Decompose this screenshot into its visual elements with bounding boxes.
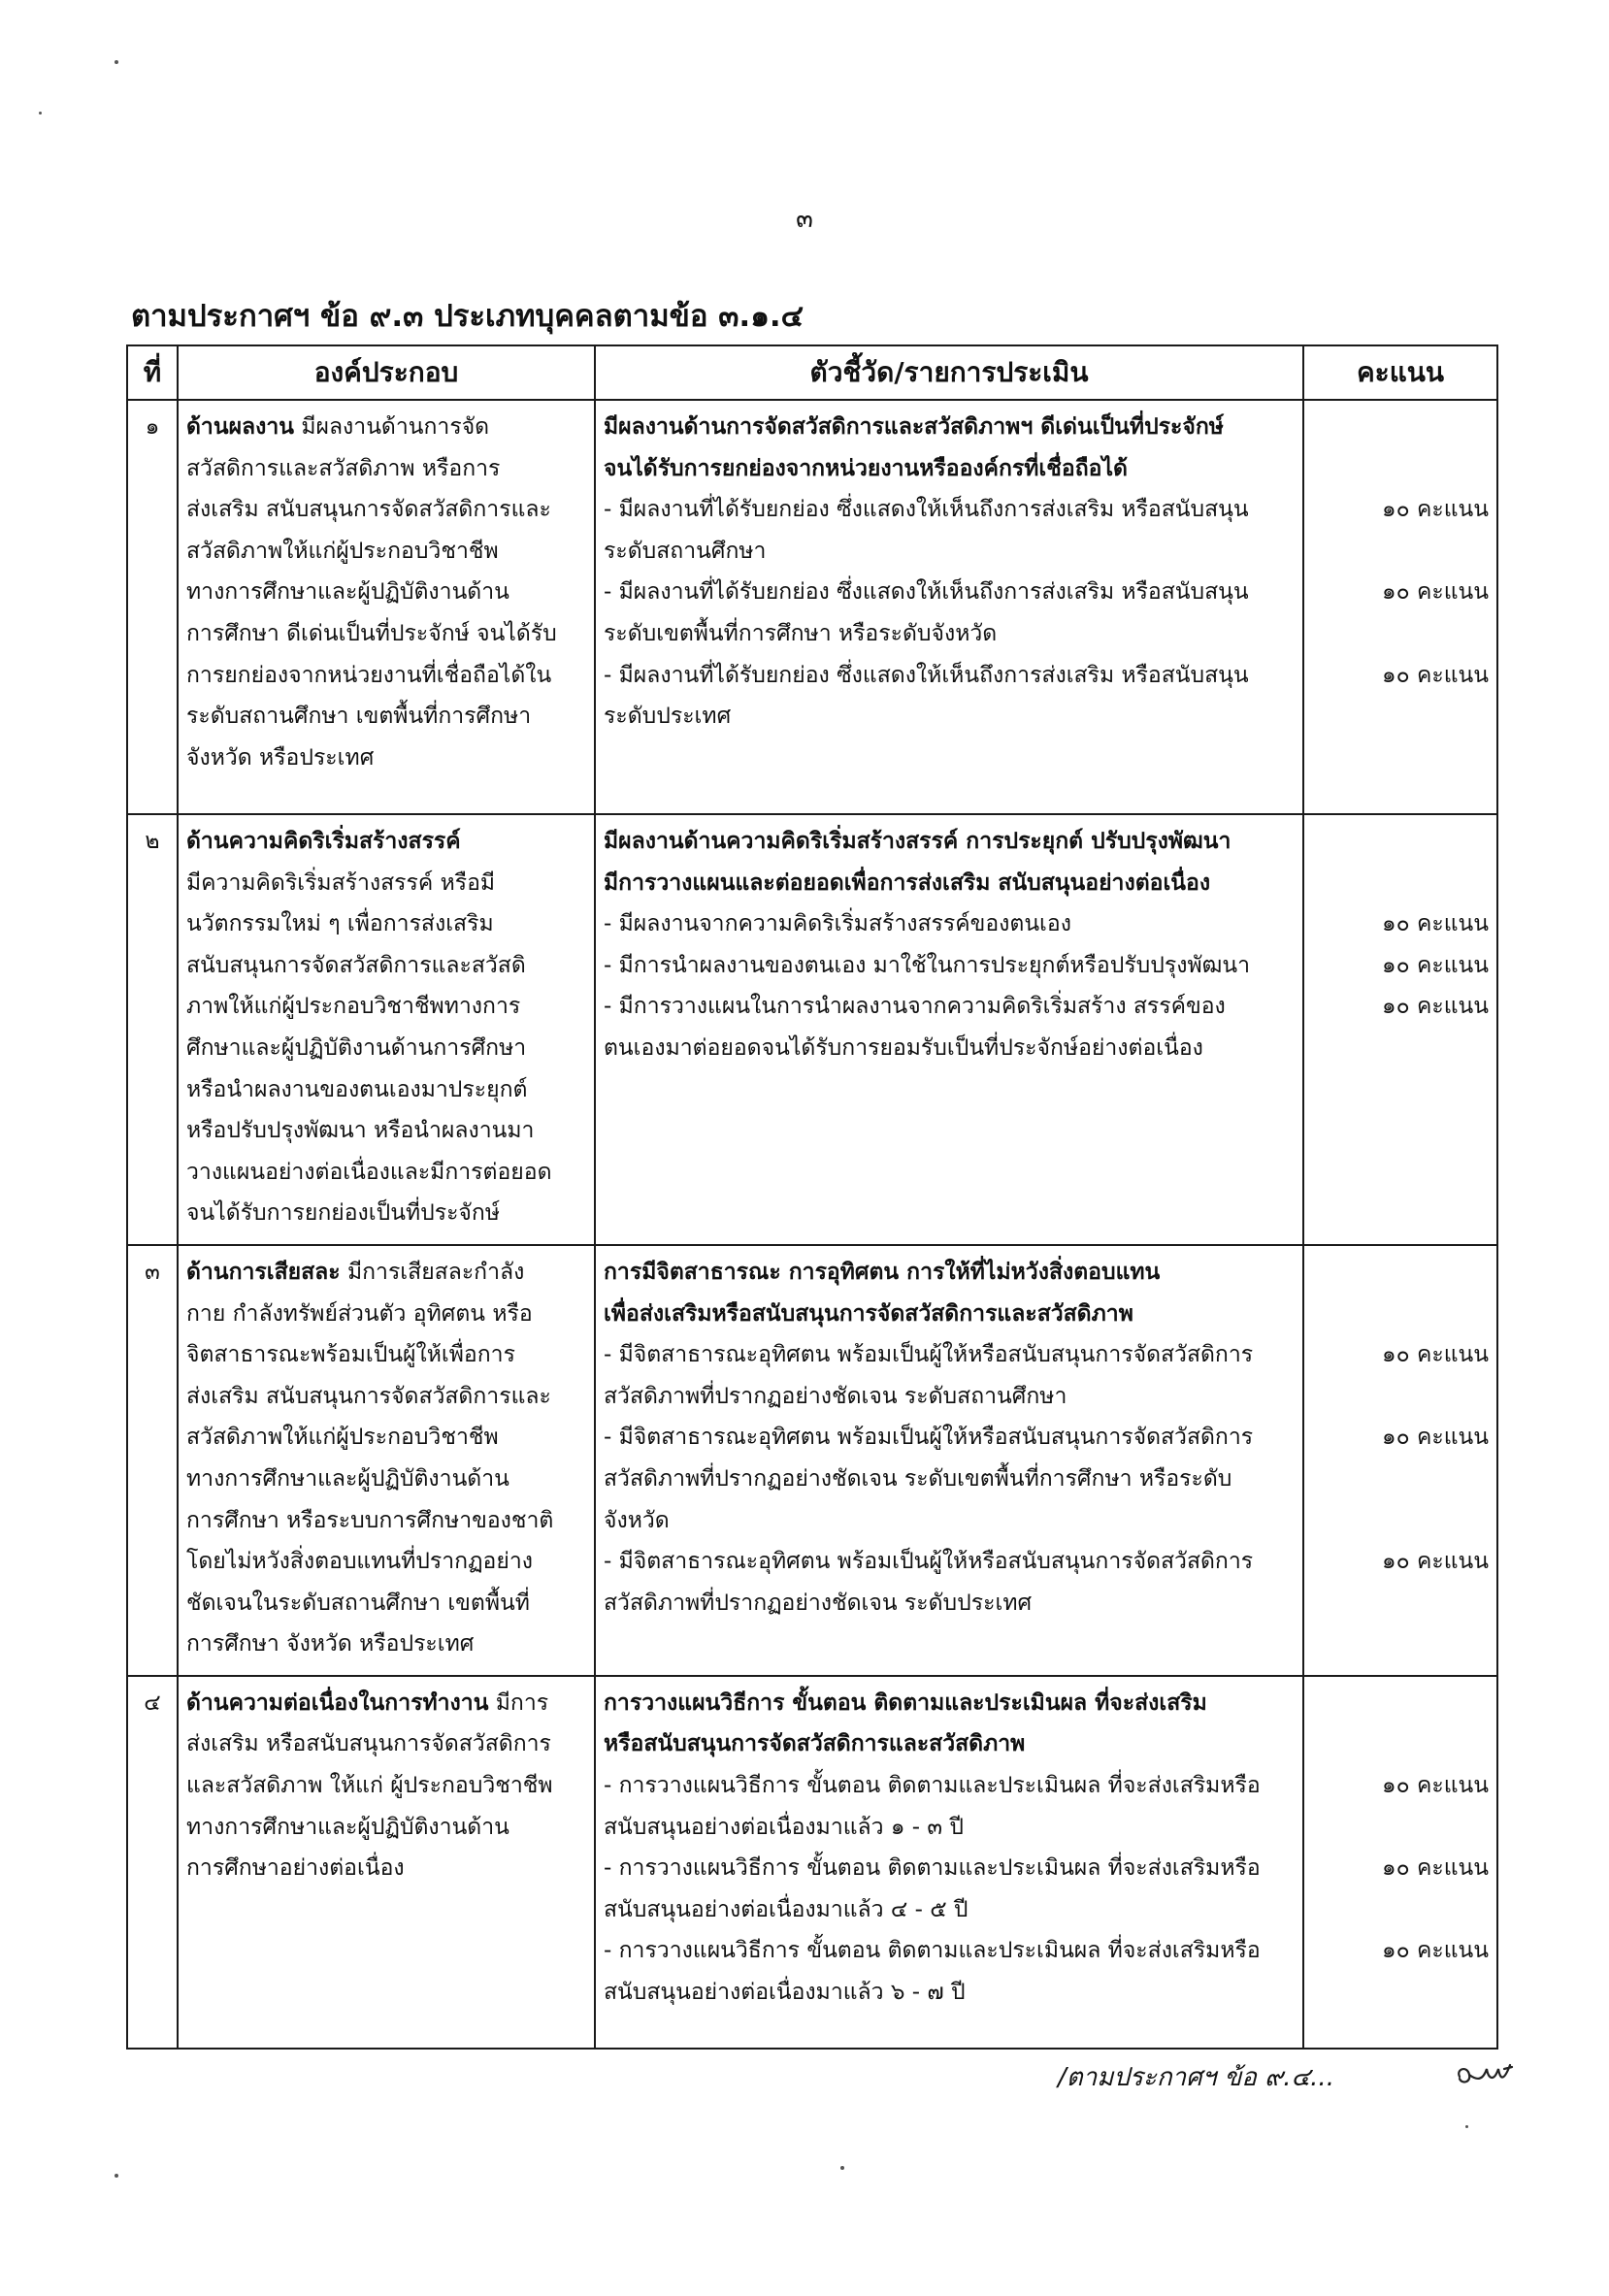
indicator-cell — [595, 814, 1303, 1245]
scan-speck — [115, 2174, 118, 2178]
score-spacer — [1312, 1807, 1489, 1849]
score-spacer — [1312, 1723, 1489, 1765]
row-number-cell: ๒ — [127, 814, 178, 1245]
score-value: ๑๐ คะแนน — [1382, 952, 1489, 978]
indicator-item: - มีการวางแผนในการนำผลงานจากความคิดริเริ่มสร้าง สรรค์ของ ตนเองมาต่อยอดจนได้รับการยอมรับเป็นที่ประจักษ์อย่างต่อเนื่อง — [604, 994, 1226, 1061]
header-no: ที่ — [127, 345, 178, 400]
score-value: ๑๐ คะแนน — [1382, 1855, 1489, 1882]
score-cell — [1303, 1676, 1497, 2049]
indicator-heading: มีผลงานด้านการจัดสวัสดิการและสวัสดิภาพฯ ดีเด่นเป็นที่ประจักษ์ จนได้รับการยกย่องจากหน่วยงานหรือองค์กรที่เชื่อถือได้ — [604, 414, 1224, 481]
score-value: ๑๐ คะแนน — [1382, 1938, 1489, 1964]
indicator-item: - มีจิตสาธารณะอุทิศตน พร้อมเป็นผู้ให้หรือสนับสนุนการจัดสวัสดิการ สวัสดิภาพที่ปรากฏอย่างชัดเจน ระดับประเทศ — [604, 1549, 1254, 1616]
criteria-table — [126, 344, 1498, 2050]
score-spacer — [1312, 1889, 1489, 1931]
continuation-note: /ตามประกาศฯ ข้อ ๙.๔... — [1058, 2063, 1334, 2092]
component-cell — [178, 1676, 595, 2049]
indicator-item: - มีผลงานจากความคิดริเริ่มสร้างสรรค์ของตนเอง — [604, 911, 1071, 937]
table-row — [127, 1245, 1497, 1676]
indicator-item: - มีจิตสาธารณะอุทิศตน พร้อมเป็นผู้ให้หรือสนับสนุนการจัดสวัสดิการ สวัสดิภาพที่ปรากฏอย่างชัดเจน ระดับเขตพื้นที่การศึกษา หรือระดับ จังหวัด — [604, 1425, 1254, 1533]
indicator-item: - มีผลงานที่ได้รับยกย่อง ซึ่งแสดงให้เห็นถึงการส่งเสริม หรือสนับสนุน ระดับเขตพื้นที่การศึกษา หรือระดับจังหวัด — [604, 579, 1249, 646]
score-value: ๑๐ คะแนน — [1382, 579, 1489, 606]
indicator-cell — [595, 1676, 1303, 2049]
score-cell — [1303, 400, 1497, 814]
indicator-item: - มีจิตสาธารณะอุทิศตน พร้อมเป็นผู้ให้หรือสนับสนุนการจัดสวัสดิการ สวัสดิภาพที่ปรากฏอย่างชัดเจน ระดับสถานศึกษา — [604, 1342, 1254, 1409]
score-value: ๑๐ คะแนน — [1382, 1342, 1489, 1368]
score-value: ๑๐ คะแนน — [1382, 1549, 1489, 1575]
header-score: คะแนน — [1303, 345, 1497, 400]
indicator-heading: มีผลงานด้านความคิดริเริ่มสร้างสรรค์ การประยุกต์ ปรับปรุงพัฒนา มีการวางแผนและต่อยอดเพื่อการส่งเสริม สนับสนุนอย่างต่อเนื่อง — [604, 829, 1231, 896]
page-number: ๓ — [796, 205, 813, 234]
row-number-cell: ๓ — [127, 1245, 178, 1676]
indicator-item: - มีผลงานที่ได้รับยกย่อง ซึ่งแสดงให้เห็นถึงการส่งเสริม หรือสนับสนุน ระดับประเทศ — [604, 662, 1249, 730]
scan-speck — [1465, 2125, 1468, 2128]
header-indicator: ตัวชี้วัด/รายการประเมิน — [595, 345, 1303, 400]
score-spacer — [1312, 1500, 1489, 1542]
row-number-cell: ๑ — [127, 400, 178, 814]
scan-speck — [115, 60, 118, 64]
table-header-row — [127, 345, 1497, 400]
indicator-item: - มีการนำผลงานของตนเอง มาใช้ในการประยุกต์หรือปรับปรุงพัฒนา — [604, 952, 1251, 978]
component-description: มีผลงานด้านการจัด สวัสดิการและสวัสดิภาพ หรือการ ส่งเสริม สนับสนุนการจัดสวัสดิการและ สวัสดิภาพให้แก่ผู้ประกอบวิชาชีพ ทางการศึกษาและผู้ปฏิบัติงานด้าน การศึกษา ดีเด่นเป็นที่ประจักษ์ จนได้รับ การยกย่องจากหน่วยงานที่เชื่อถือได้ใน ระดับสถานศึกษา เขตพื้นที่การศึกษา จังหวัด หรือประเทศ — [186, 414, 557, 771]
indicator-heading: การมีจิตสาธารณะ การอุทิศตน การให้ที่ไม่หวังสิ่งตอบแทน เพื่อส่งเสริมหรือสนับสนุนการจัดสวัสดิการและสวัสดิภาพ — [604, 1259, 1161, 1327]
score-value: ๑๐ คะแนน — [1382, 994, 1489, 1020]
component-heading: ด้านความต่อเนื่องในการทำงาน — [186, 1689, 489, 1716]
score-spacer — [1312, 613, 1489, 655]
header-component: องค์ประกอบ — [178, 345, 595, 400]
indicator-item: - การวางแผนวิธีการ ขั้นตอน ติดตามและประเมินผล ที่จะส่งเสริมหรือ สนับสนุนอย่างต่อเนื่องมาแล้ว ๖ - ๗ ปี — [604, 1938, 1261, 2006]
score-spacer — [1312, 1252, 1489, 1294]
score-value: ๑๐ คะแนน — [1382, 662, 1489, 688]
score-spacer — [1312, 407, 1489, 448]
score-spacer — [1312, 1028, 1489, 1069]
indicator-item: - การวางแผนวิธีการ ขั้นตอน ติดตามและประเมินผล ที่จะส่งเสริมหรือ สนับสนุนอย่างต่อเนื่องมาแล้ว ๔ - ๕ ปี — [604, 1855, 1261, 1922]
indicator-cell — [595, 400, 1303, 814]
indicator-item: - มีผลงานที่ได้รับยกย่อง ซึ่งแสดงให้เห็นถึงการส่งเสริม หรือสนับสนุน ระดับสถานศึกษา — [604, 497, 1249, 564]
scan-speck — [39, 112, 42, 115]
component-heading: ด้านการเสียสละ — [186, 1259, 341, 1285]
component-heading: ด้านความคิดริเริ่มสร้างสรรค์ — [186, 829, 461, 854]
score-spacer — [1312, 1376, 1489, 1418]
scan-speck — [840, 2166, 844, 2170]
table-row — [127, 814, 1497, 1245]
score-spacer — [1312, 1972, 1489, 2014]
score-spacer — [1312, 1683, 1489, 1724]
table-body — [127, 400, 1497, 2049]
initials-signature — [1454, 2055, 1516, 2088]
score-value: ๑๐ คะแนน — [1382, 1773, 1489, 1799]
component-heading: ด้านผลงาน — [186, 414, 295, 440]
score-value: ๑๐ คะแนน — [1382, 1425, 1489, 1451]
score-cell — [1303, 1245, 1497, 1676]
score-spacer — [1312, 821, 1489, 863]
score-spacer — [1312, 863, 1489, 904]
score-spacer — [1312, 1294, 1489, 1335]
indicator-item: - การวางแผนวิธีการ ขั้นตอน ติดตามและประเมินผล ที่จะส่งเสริมหรือ สนับสนุนอย่างต่อเนื่องมาแล้ว ๑ - ๓ ปี — [604, 1773, 1261, 1840]
indicator-heading: การวางแผนวิธีการ ขั้นตอน ติดตามและประเมินผล ที่จะส่งเสริม หรือสนับสนุนการจัดสวัสดิการและสวัสดิภาพ — [604, 1689, 1207, 1757]
score-spacer — [1312, 1459, 1489, 1500]
row-number-cell: ๔ — [127, 1676, 178, 2049]
table-row — [127, 1676, 1497, 2049]
table-row — [127, 400, 1497, 814]
component-description: มีความคิดริเริ่มสร้างสรรค์ หรือมี นวัตกรรมใหม่ ๆ เพื่อการส่งเสริม สนับสนุนการจัดสวัสดิการและสวัสดิ ภาพให้แก่ผู้ประกอบวิชาชีพทางการ ศึกษาและผู้ปฏิบัติงานด้านการศึกษา หรือนำผลงานของตนเองมาประยุกต์ หรือปรับปรุงพัฒนา หรือนำผลงานมา วางแผนอย่างต่อเนื่องและมีการต่อยอด จนได้รับการยกย่องเป็นที่ประจักษ์ — [186, 869, 552, 1227]
score-value: ๑๐ คะแนน — [1382, 911, 1489, 937]
document-heading: ตามประกาศฯ ข้อ ๙.๓ ประเภทบุคคลตามข้อ ๓.๑.๔ — [131, 299, 804, 334]
score-value: ๑๐ คะแนน — [1382, 497, 1489, 523]
component-cell — [178, 814, 595, 1245]
component-cell — [178, 400, 595, 814]
component-cell — [178, 1245, 595, 1676]
indicator-cell — [595, 1245, 1303, 1676]
score-spacer — [1312, 531, 1489, 573]
score-spacer — [1312, 1583, 1489, 1624]
score-spacer — [1312, 448, 1489, 490]
score-spacer — [1312, 696, 1489, 738]
component-description: มีการเสียสละกำลัง กาย กำลังทรัพย์ส่วนตัว อุทิศตน หรือ จิตสาธารณะพร้อมเป็นผู้ให้เพื่อการ ส่งเสริม สนับสนุนการจัดสวัสดิการและ สวัสดิภาพให้แก่ผู้ประกอบวิชาชีพ ทางการศึกษาและผู้ปฏิบัติงานด้าน การศึกษา หรือระบบการศึกษาของชาติ โดยไม่หวังสิ่งตอบแทนที่ปรากฏอย่าง ชัดเจนในระดับสถานศึกษา เขตพื้นที่ การศึกษา จังหวัด หรือประเทศ — [186, 1259, 554, 1657]
score-cell — [1303, 814, 1497, 1245]
component-description: มีการ ส่งเสริม หรือสนับสนุนการจัดสวัสดิการ และสวัสดิภาพ ให้แก่ ผู้ประกอบวิชาชีพ ทางการศึกษาและผู้ปฏิบัติงานด้าน การศึกษาอย่างต่อเนื่อง — [186, 1689, 553, 1882]
